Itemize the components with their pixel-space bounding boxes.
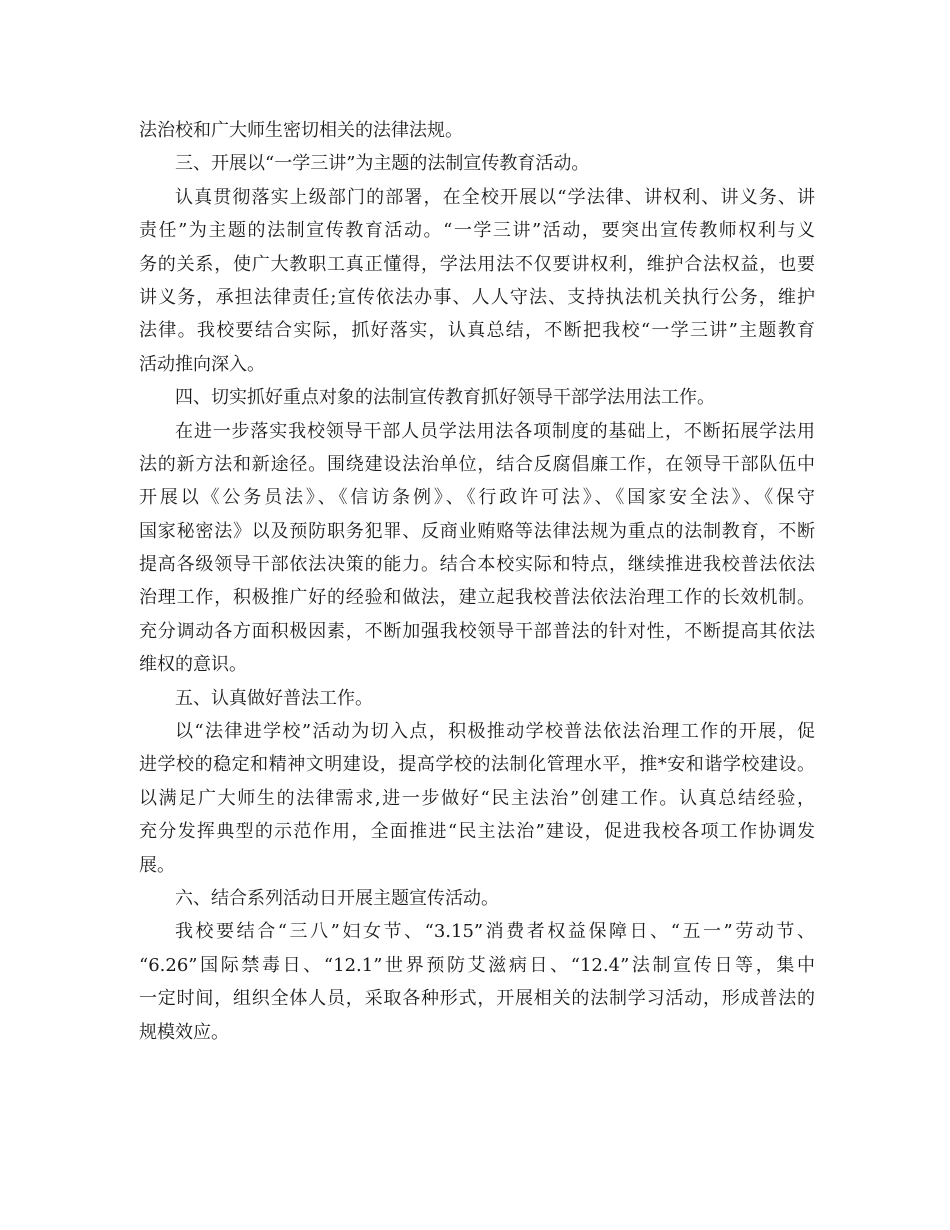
text-line: 三、开展以“一学三讲”为主题的法制宣传教育活动。 — [175, 153, 590, 175]
text-line: 法律。我校要结合实际，抓好落实，认真总结，不断把我校“一学三讲”主题教育 — [139, 320, 815, 342]
text-line: “6.26”国际禁毒日、“12.1”世界预防艾滋病日、“12.4”法制宣传日等，集中 — [139, 954, 815, 976]
text-line: 四、切实抓好重点对象的法制宣传教育抓好领导干部学法用法工作。 — [175, 387, 715, 409]
text-line: 以满足广大师生的法律需求,进一步做好“民主法治”创建工作。认真总结经验， — [139, 787, 815, 809]
text-line: 法的新方法和新途径。围绕建设法治单位，结合反腐倡廉工作，在领导干部队伍中 — [139, 453, 815, 475]
text-line: 维权的意识。 — [139, 654, 247, 676]
text-line: 我校要结合“三八”妇女节、“3.15”消费者权益保障日、“五一”劳动节、 — [175, 921, 815, 943]
text-line: 进学校的稳定和精神文明建设，提高学校的法制化管理水平，推*安和谐学校建设。 — [139, 754, 815, 776]
text-line: 认真贯彻落实上级部门的部署，在全校开展以“学法律、讲权利、讲义务、讲 — [175, 186, 815, 208]
text-line: 务的关系，使广大教职工真正懂得，学法用法不仅要讲权利，维护合法权益，也要 — [139, 253, 815, 275]
text-line: 开展以《公务员法》、《信访条例》、《行政许可法》、《国家安全法》、《保守 — [139, 487, 815, 509]
text-line: 治理工作，积极推广好的经验和做法，建立起我校普法依法治理工作的长效机制。 — [139, 587, 815, 609]
text-line: 规模效应。 — [139, 1021, 229, 1043]
text-line: 责任”为主题的法制宣传教育活动。“一学三讲”活动，要突出宣传教师权利与义 — [139, 220, 815, 242]
text-line: 国家秘密法》以及预防职务犯罪、反商业贿赂等法律法规为重点的法制教育，不断 — [139, 520, 815, 542]
text-line: 法治校和广大师生密切相关的法律法规。 — [139, 120, 463, 141]
text-line: 五、认真做好普法工作。 — [175, 687, 373, 709]
text-line: 充分发挥典型的示范作用，全面推进“民主法治”建设，促进我校各项工作协调发 — [139, 821, 815, 843]
text-line: 以“法律进学校”活动为切入点，积极推动学校普法依法治理工作的开展，促 — [175, 721, 815, 743]
text-line: 六、结合系列活动日开展主题宣传活动。 — [175, 887, 499, 909]
document-body — [139, 114, 815, 1049]
text-line: 讲义务，承担法律责任;宣传依法办事、人人守法、支持执法机关执行公务，维护 — [139, 286, 815, 308]
text-line: 展。 — [139, 854, 175, 876]
text-line: 活动推向深入。 — [139, 353, 265, 375]
text-line: 一定时间，组织全体人员，采取各种形式，开展相关的法制学习活动，形成普法的 — [139, 988, 815, 1010]
text-line: 充分调动各方面积极因素，不断加强我校领导干部普法的针对性，不断提高其依法 — [139, 620, 815, 642]
text-line: 在进一步落实我校领导干部人员学法用法各项制度的基础上，不断拓展学法用 — [175, 420, 815, 442]
text-line: 提高各级领导干部依法决策的能力。结合本校实际和特点，继续推进我校普法依法 — [139, 554, 815, 576]
